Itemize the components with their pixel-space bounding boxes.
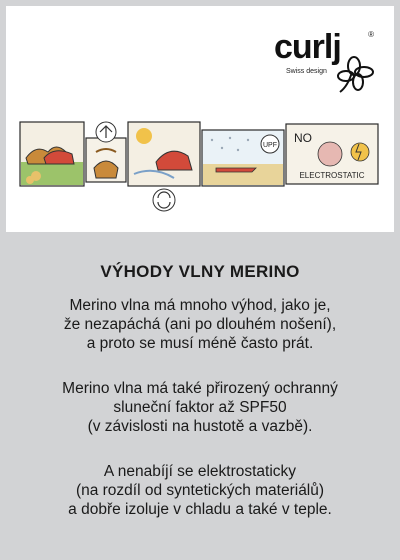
text-line: (v závislosti na hustotě a vazbě). bbox=[87, 418, 313, 435]
paragraph-odor bbox=[0, 296, 400, 353]
hero-image bbox=[6, 6, 394, 232]
logo-tagline: Swiss design bbox=[286, 68, 327, 75]
logo-registered-mark: ® bbox=[368, 30, 374, 39]
text-line: že nezapáchá (ani po dlouhém nošení), bbox=[63, 316, 337, 333]
text-line: Merino vlna má mnoho výhod, jako je, bbox=[69, 297, 331, 314]
text-line: a proto se musí méně často prát. bbox=[86, 335, 314, 352]
upf-badge: UPF bbox=[263, 142, 277, 149]
electrostatic-label: ELECTROSTATIC bbox=[299, 171, 365, 180]
paragraph-antistatic bbox=[0, 462, 400, 519]
logo-wordmark: curlj bbox=[274, 28, 341, 66]
panel-dog-sun bbox=[128, 122, 200, 211]
curlj-logo bbox=[274, 24, 374, 94]
no-label: NO bbox=[294, 131, 312, 145]
text-line: a dobře izoluje v chladu a také v teple. bbox=[68, 501, 332, 518]
merino-benefits-illustration bbox=[16, 118, 382, 218]
text-line: Merino vlna má také přirozený ochranný bbox=[62, 380, 338, 397]
paragraph-spf bbox=[0, 379, 400, 436]
panel-uv-protection bbox=[202, 130, 284, 186]
panel-dogs-playing bbox=[20, 122, 84, 186]
text-line: sluneční faktor až SPF50 bbox=[113, 399, 287, 416]
panel-breathable bbox=[86, 122, 126, 182]
flower-icon bbox=[274, 24, 374, 94]
panel-no-electrostatic bbox=[286, 124, 378, 184]
text-line: A nenabíjí se elektrostaticky bbox=[103, 463, 297, 480]
text-line: (na rozdíl od syntetických materiálů) bbox=[75, 482, 325, 499]
page-title: VÝHODY VLNY MERINO bbox=[100, 262, 300, 281]
